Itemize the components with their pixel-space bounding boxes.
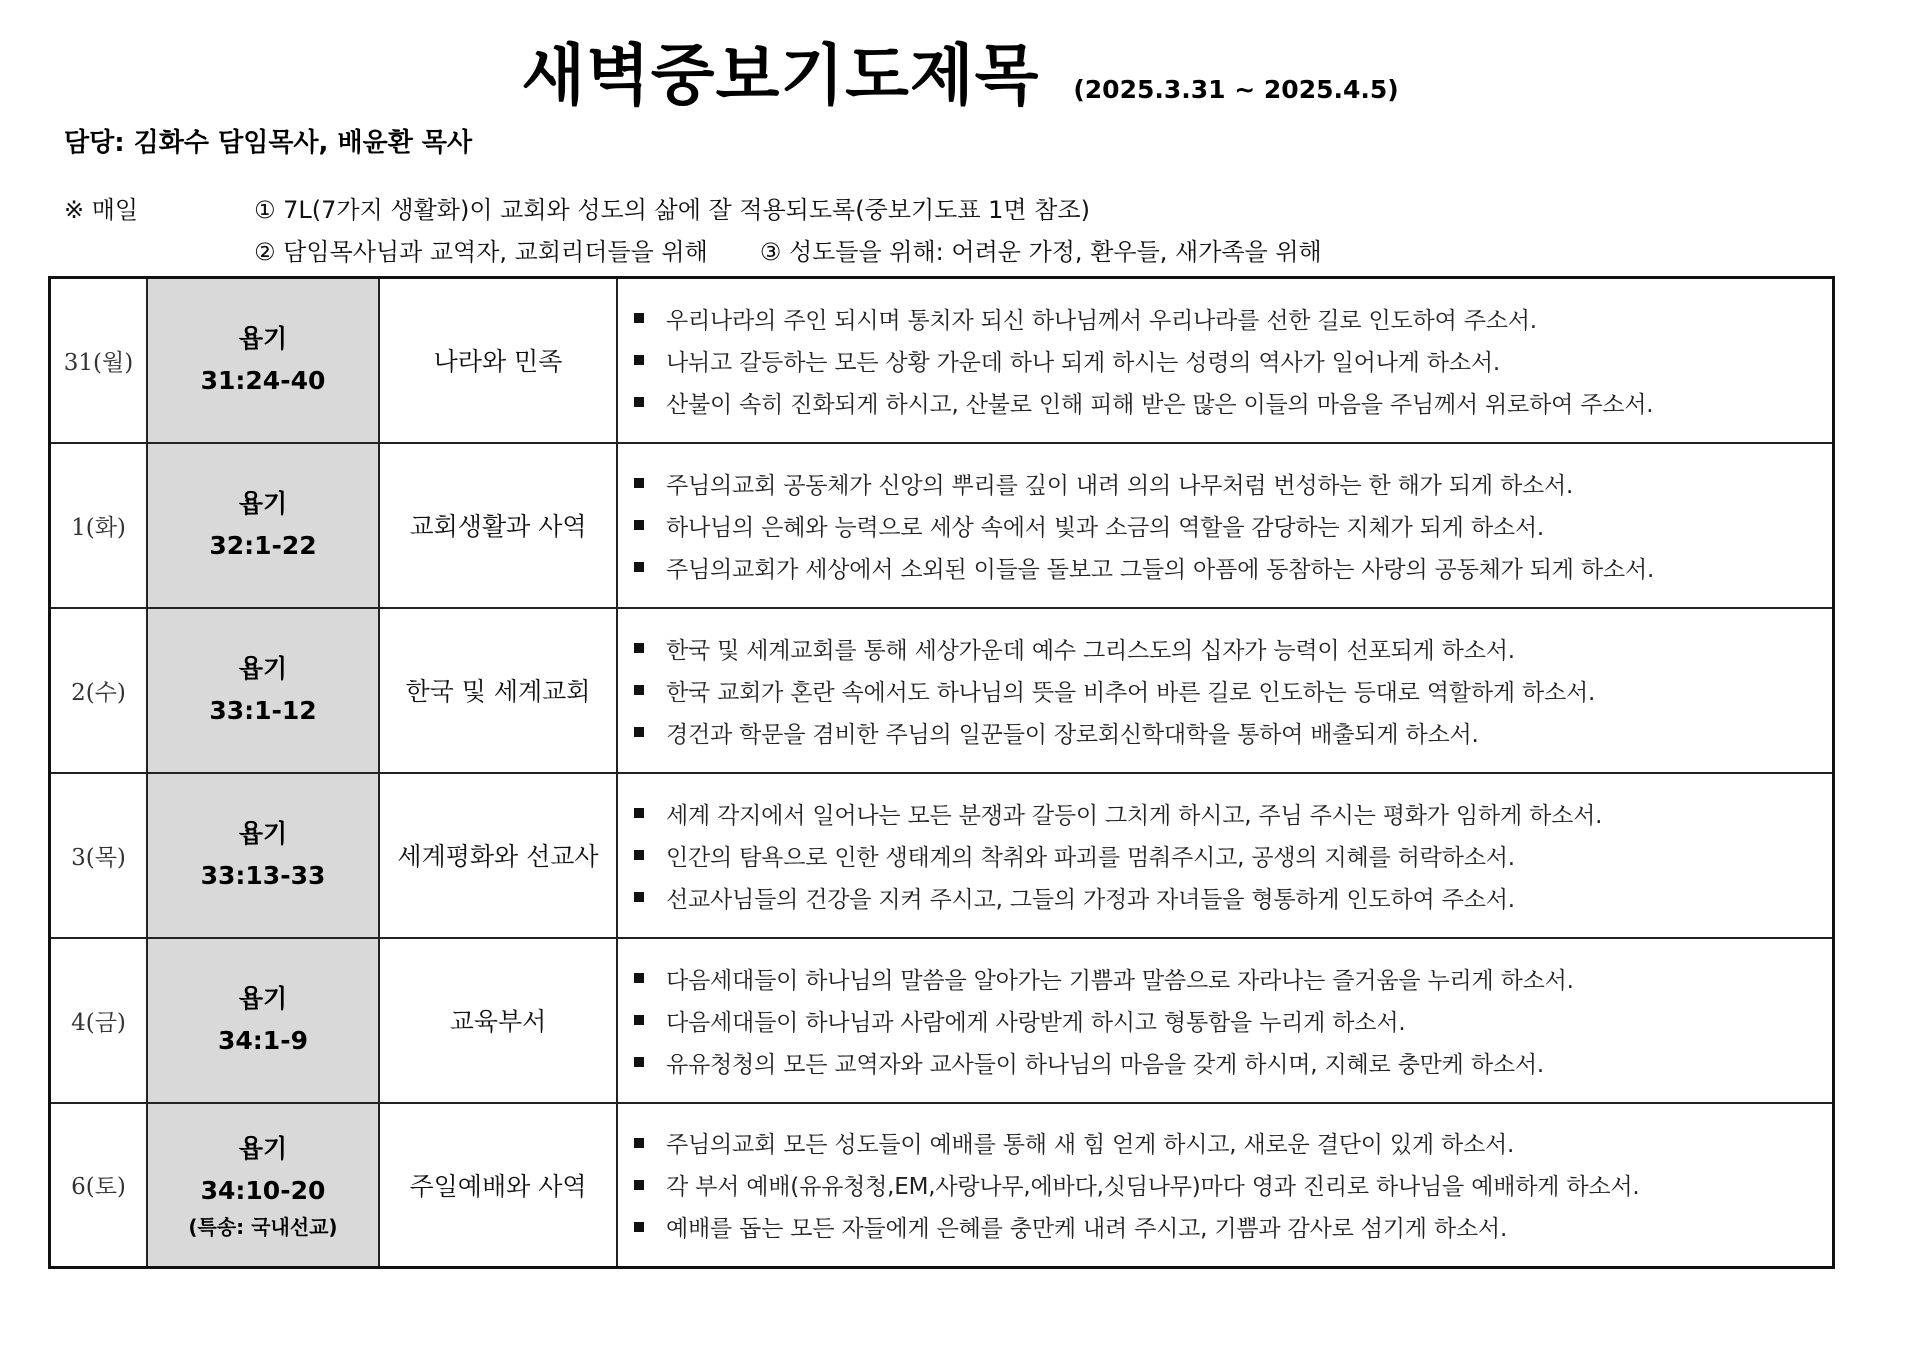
prayer-item bbox=[634, 957, 1826, 999]
prayer-text: 다음세대들이 하나님의 말씀을 알아가는 기쁨과 말씀으로 자라나는 즐거움을 누리게 하소서. bbox=[666, 967, 1574, 994]
title-row bbox=[0, 22, 1920, 112]
scripture-chapter: 34:10-20 bbox=[200, 1175, 326, 1205]
day-cell: 1(화) bbox=[50, 443, 148, 608]
prayer-text: 예배를 돕는 모든 자들에게 은혜를 충만케 내려 주시고, 기쁨과 감사로 섬기게 하소서. bbox=[666, 1216, 1508, 1243]
table-row bbox=[50, 938, 1834, 1103]
daily-line-1 bbox=[64, 186, 1464, 228]
prayer-item bbox=[634, 1041, 1826, 1083]
prayer-text: 우리나라의 주인 되시며 통치자 되신 하나님께서 우리나라를 선한 길로 인도하여 주소서. bbox=[666, 307, 1537, 334]
daily-line-2 bbox=[64, 228, 1464, 270]
square-bullet-icon bbox=[634, 1180, 644, 1190]
scripture-book: 욥기 bbox=[238, 984, 288, 1013]
scripture-book: 욥기 bbox=[238, 1133, 288, 1163]
scripture-cell bbox=[147, 608, 379, 773]
prayer-item bbox=[634, 462, 1826, 504]
prayer-item bbox=[634, 546, 1826, 588]
prayers-cell bbox=[617, 608, 1834, 773]
daily-label: ※ 매일 bbox=[64, 195, 139, 224]
prayer-text: 한국 및 세계교회를 통해 세상가운데 예수 그리스도의 십자가 능력이 선포되게 하소서. bbox=[666, 637, 1515, 664]
prayers-cell bbox=[617, 773, 1834, 938]
manager-line: 담당: 김화수 담임목사, 배윤환 목사 bbox=[64, 128, 473, 158]
prayer-item bbox=[634, 627, 1826, 669]
prayer-item bbox=[634, 1122, 1826, 1164]
square-bullet-icon bbox=[634, 355, 644, 365]
prayer-item bbox=[634, 1164, 1826, 1206]
daily-item-1: ① 7L(7가지 생활화)이 교회와 성도의 삶에 잘 적용되도록(중보기도표 1면 참조) bbox=[254, 195, 1090, 224]
prayer-item bbox=[634, 792, 1826, 834]
prayer-text: 주님의교회 모든 성도들이 예배를 통해 새 힘 얻게 하시고, 새로운 결단이 있게 하소서. bbox=[666, 1132, 1515, 1159]
prayer-text: 한국 교회가 혼란 속에서도 하나님의 뜻을 비추어 바른 길로 인도하는 등대로 역할하게 하소서. bbox=[666, 679, 1596, 706]
prayer-item bbox=[634, 834, 1826, 876]
prayer-text: 나뉘고 갈등하는 모든 상황 가운데 하나 되게 하시는 성령의 역사가 일어나게 하소서. bbox=[666, 349, 1500, 376]
schedule-body bbox=[50, 278, 1834, 1268]
prayer-text: 다음세대들이 하나님과 사람에게 사랑받게 하시고 형통함을 누리게 하소서. bbox=[666, 1009, 1406, 1036]
prayer-schedule-table bbox=[48, 276, 1835, 1269]
scripture-book: 욥기 bbox=[238, 489, 288, 518]
topic-cell: 주일예배와 사역 bbox=[379, 1103, 617, 1268]
topic-cell: 교회생활과 사역 bbox=[379, 443, 617, 608]
prayer-list bbox=[634, 1122, 1826, 1248]
date-range: (2025.3.31 ~ 2025.4.5) bbox=[1073, 75, 1399, 104]
scripture-chapter: 32:1-22 bbox=[209, 531, 317, 560]
square-bullet-icon bbox=[634, 892, 644, 902]
scripture-book: 욥기 bbox=[238, 819, 288, 848]
table-row bbox=[50, 443, 1834, 608]
square-bullet-icon bbox=[634, 808, 644, 818]
prayer-item bbox=[634, 339, 1826, 381]
scripture-book: 욥기 bbox=[238, 654, 288, 683]
square-bullet-icon bbox=[634, 520, 644, 530]
scripture-cell bbox=[147, 278, 379, 443]
prayer-text: 유유청청의 모든 교역자와 교사들이 하나님의 마음을 갖게 하시며, 지혜로 충만케 하소서. bbox=[666, 1051, 1544, 1078]
square-bullet-icon bbox=[634, 478, 644, 488]
prayer-list bbox=[634, 792, 1826, 918]
scripture-book: 욥기 bbox=[238, 324, 288, 354]
prayer-text: 선교사님들의 건강을 지켜 주시고, 그들의 가정과 자녀들을 형통하게 인도하여 주소서. bbox=[666, 886, 1515, 913]
prayer-item bbox=[634, 876, 1826, 918]
scripture-cell bbox=[147, 1103, 379, 1268]
prayer-text: 인간의 탐욕으로 인한 생태계의 착취와 파괴를 멈춰주시고, 공생의 지혜를 허락하소서. bbox=[666, 844, 1515, 871]
table-row bbox=[50, 773, 1834, 938]
prayer-item bbox=[634, 297, 1826, 339]
square-bullet-icon bbox=[634, 397, 644, 407]
prayer-item bbox=[634, 669, 1826, 711]
prayer-text: 주님의교회가 세상에서 소외된 이들을 돌보고 그들의 아픔에 동참하는 사랑의 공동체가 되게 하소서. bbox=[666, 556, 1655, 583]
day-cell: 2(수) bbox=[50, 608, 148, 773]
scripture-chapter: 31:24-40 bbox=[200, 366, 326, 396]
scripture-chapter: 33:1-12 bbox=[209, 696, 317, 725]
daily-item-3: ③ 성도들을 위해: 어려운 가정, 환우들, 새가족을 위해 bbox=[759, 237, 1322, 266]
prayers-cell bbox=[617, 443, 1834, 608]
day-cell: 31(월) bbox=[50, 278, 148, 443]
daily-item-2: ② 담임목사님과 교역자, 교회리더들을 위해 bbox=[254, 237, 708, 266]
prayer-text: 세계 각지에서 일어나는 모든 분쟁과 갈등이 그치게 하시고, 주님 주시는 평화가 임하게 하소서. bbox=[666, 802, 1603, 829]
topic-cell: 한국 및 세계교회 bbox=[379, 608, 617, 773]
square-bullet-icon bbox=[634, 313, 644, 323]
scripture-cell bbox=[147, 773, 379, 938]
square-bullet-icon bbox=[634, 685, 644, 695]
square-bullet-icon bbox=[634, 1015, 644, 1025]
square-bullet-icon bbox=[634, 1057, 644, 1067]
prayer-item bbox=[634, 711, 1826, 753]
scripture-cell bbox=[147, 443, 379, 608]
square-bullet-icon bbox=[634, 727, 644, 737]
prayer-text: 각 부서 예배(유유청청,EM,사랑나무,에바다,싯딤나무)마다 영과 진리로 하나님을 예배하게 하소서. bbox=[666, 1174, 1640, 1201]
prayer-item bbox=[634, 504, 1826, 546]
square-bullet-icon bbox=[634, 1138, 644, 1148]
prayers-cell bbox=[617, 1103, 1834, 1268]
table-row bbox=[50, 608, 1834, 773]
scripture-chapter: 34:1-9 bbox=[218, 1026, 308, 1055]
prayers-cell bbox=[617, 278, 1834, 443]
prayer-item bbox=[634, 381, 1826, 423]
square-bullet-icon bbox=[634, 850, 644, 860]
page-title: 새벽중보기도제목 bbox=[521, 37, 1040, 114]
table-row bbox=[50, 1103, 1834, 1268]
table-row bbox=[50, 278, 1834, 443]
prayers-cell bbox=[617, 938, 1834, 1103]
prayer-list bbox=[634, 957, 1826, 1083]
scripture-chapter: 33:13-33 bbox=[200, 861, 326, 890]
prayer-text: 주님의교회 공동체가 신앙의 뿌리를 깊이 내려 의의 나무처럼 번성하는 한 해가 되게 하소서. bbox=[666, 472, 1574, 499]
scripture-note: (특송: 국내선교) bbox=[188, 1214, 338, 1239]
prayer-item bbox=[634, 999, 1826, 1041]
prayer-item bbox=[634, 1206, 1826, 1248]
day-cell: 4(금) bbox=[50, 938, 148, 1103]
topic-cell: 세계평화와 선교사 bbox=[379, 773, 617, 938]
daily-prayer-block bbox=[64, 186, 1464, 270]
prayer-text: 하나님의 은혜와 능력으로 세상 속에서 빛과 소금의 역할을 감당하는 지체가 되게 하소서. bbox=[666, 514, 1544, 541]
prayer-text: 경건과 학문을 겸비한 주님의 일꾼들이 장로회신학대학을 통하여 배출되게 하소서. bbox=[666, 721, 1479, 748]
square-bullet-icon bbox=[634, 643, 644, 653]
square-bullet-icon bbox=[634, 973, 644, 983]
prayer-text: 산불이 속히 진화되게 하시고, 산불로 인해 피해 받은 많은 이들의 마음을 주님께서 위로하여 주소서. bbox=[666, 391, 1654, 418]
prayer-list bbox=[634, 462, 1826, 588]
square-bullet-icon bbox=[634, 1222, 644, 1232]
square-bullet-icon bbox=[634, 562, 644, 572]
day-cell: 3(목) bbox=[50, 773, 148, 938]
prayer-list bbox=[634, 297, 1826, 423]
prayer-list bbox=[634, 627, 1826, 753]
day-cell: 6(토) bbox=[50, 1103, 148, 1268]
scripture-cell bbox=[147, 938, 379, 1103]
topic-cell: 교육부서 bbox=[379, 938, 617, 1103]
topic-cell: 나라와 민족 bbox=[379, 278, 617, 443]
